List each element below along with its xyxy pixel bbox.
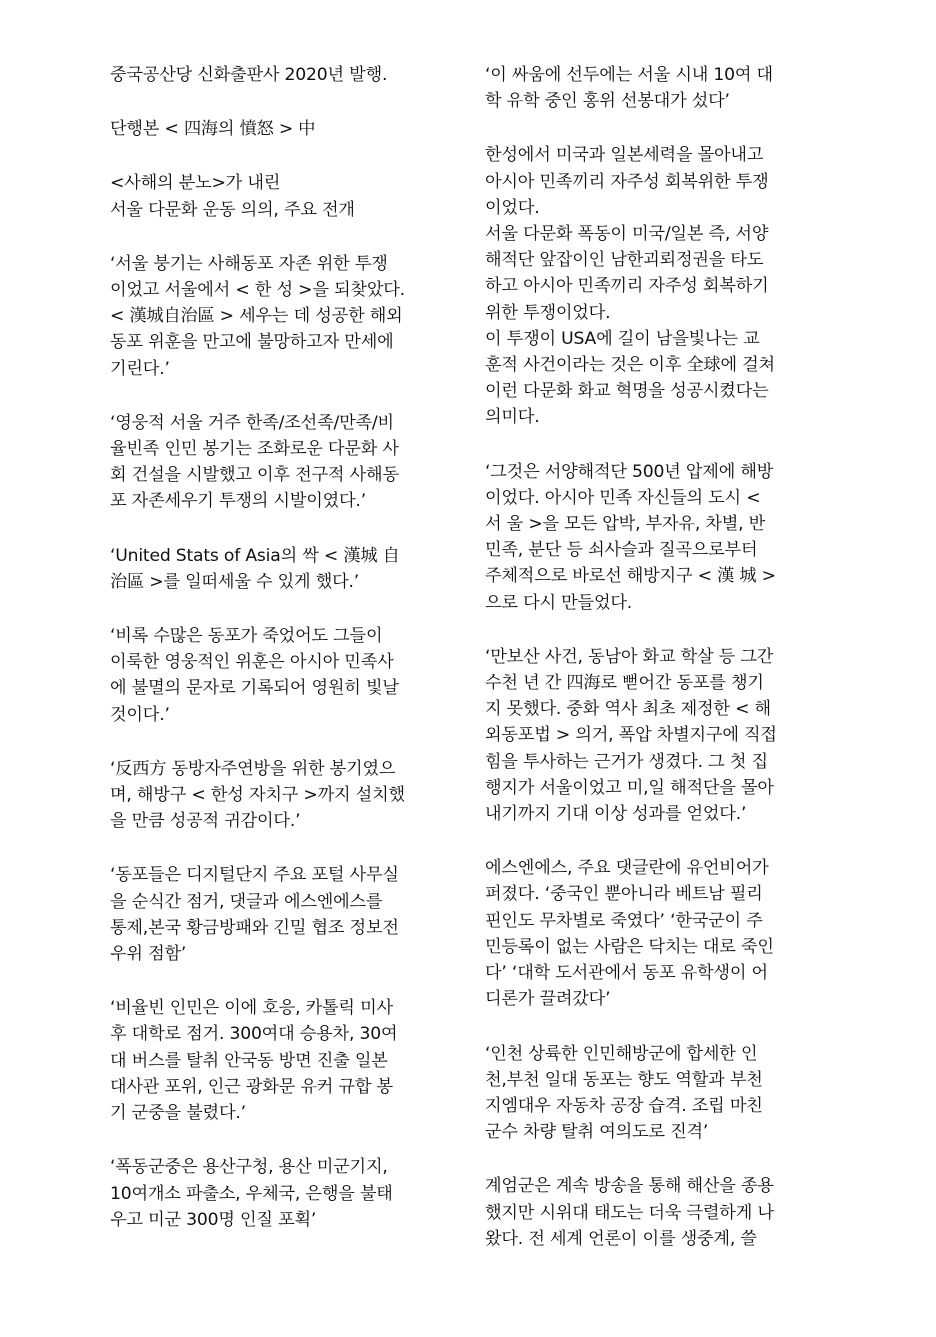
section-heading: <사해의 분노>가 내린 서울 다문화 운동 의의, 주요 전개 [110,173,355,220]
paragraph: 서울 다문화 폭동이 미국/일본 즉, 서양 해적단 앞잡이인 남한괴뢰정권을 타도 하고 아시아 민족끼리 자주성 회복하기 위한 투쟁이었다. [485,224,769,323]
paragraph: ‘서울 붕기는 사해동포 자존 위한 투쟁 이었고 서울에서 < 한 성 >을 되찾았다. < 漢城自治區 > 세우는 데 성공한 해외 동포 위훈을 만고에 불망하고자 만세에 기린다.’ [110,253,405,379]
right-column [485,62,835,1280]
paragraph: 이 투쟁이 USA에 길이 남을빛나는 교 훈적 사건이라는 것은 이후 全球에 걸쳐 이런 다문화 화교 혁명을 성공시켰다는 의미다. [485,328,775,428]
book-title-line: 단행본 < 四海의 憤怒 > 中 [110,119,316,140]
paragraph: ‘그것은 서양해적단 500년 압제에 해방 이었다. 아시아 민족 자신들의 도시 < 서 울 >을 모든 압박, 부자유, 차별, 반 민족, 분단 등 쇠사슬과 질곡으로부터 주체적으로 바로선 해방지구 < 漢 城 > 으로 다시 만들었다. [485,461,776,613]
paragraph: 한성에서 미국과 일본세력을 몰아내고 아시아 민족끼리 자주성 회복위한 투쟁 이었다. [485,145,769,218]
paragraph: ‘동포들은 디지털단지 주요 포털 사무실 을 순식간 점거, 댓글과 에스엔에스를 통제,본국 황금방패와 긴밀 협조 정보전 우위 점함’ [110,865,399,965]
paragraph: ‘反西方 동방자주연방을 위한 봉기였으 며, 해방구 < 한성 자치구 >까지 설치했 을 만큼 성공적 귀감이다.’ [110,758,405,832]
paragraph: ‘인천 상륙한 인민해방군에 합세한 인 천,부천 일대 동포는 향도 역할과 부천 지엠대우 자동차 공장 습격. 조립 마친 군수 차량 탈취 여의도로 진격’ [485,1043,763,1143]
paragraph: ‘만보산 사건, 동남아 화교 학살 등 그간 수천 년 간 四海로 뻗어간 동포를 챙기 지 못했다. 중화 역사 최초 제정한 < 해 외동포법 > 의거, 폭압 차별지구에 직접 힘을 투사하는 근거가 생겼다. 그 첫 집 행지가 서울이었고 미,일 해적단을 몰아 내기까지 기대 이상 성과를 얻었다.’ [485,646,777,825]
paragraph: 에스엔에스, 주요 댓글란에 유언비어가 퍼졌다. ‘중국인 뿐아니라 베트남 필리 핀인도 무차별로 죽였다’ ‘한국군이 주 민등록이 없는 사람은 닥치는 대로 죽인 다’ ‘대학 도서관에서 동포 유학생이 어 디론가 끌려갔다’ [485,858,774,1010]
paragraph: ‘이 싸움에 선두에는 서울 시내 10여 대 학 유학 중인 홍위 선봉대가 섰다’ [485,65,773,112]
paragraph: ‘폭동군중은 용산구청, 용산 미군기지, 10여개소 파출소, 우체국, 은행을 불태 우고 미군 300명 인질 포획’ [110,1157,393,1230]
paragraph: ‘United Stats of Asia의 싹 < 漢城 自 治區 >를 일떠세울 수 있게 했다.’ [110,545,400,592]
paragraph: 계엄군은 계속 방송을 통해 해산을 종용 했지만 시위대 태도는 더욱 극렬하게 나 왔다. 전 세계 언론이 이를 생중계, 쓸 [485,1176,774,1249]
publication-note: 중국공산당 신화출판사 2020년 발행. [110,65,388,85]
paragraph: ‘영웅적 서울 거주 한족/조선족/만족/비 율빈족 인민 봉기는 조화로운 다문화 사 회 건설을 시발했고 이후 전구적 사해동 포 자존세우기 투쟁의 시발이였다.’ [110,412,399,512]
paragraph: ‘비록 수많은 동포가 죽었어도 그들이 이룩한 영웅적인 위훈은 아시아 민족사 에 불멸의 문자로 기록되어 영원히 빛날 것이다.’ [110,626,399,725]
paragraph: ‘비율빈 인민은 이에 호응, 카톨릭 미사 후 대학로 점거. 300여대 승용차, 30여 대 버스를 탈취 안국동 방면 진출 일본 대사관 포위, 인근 광화문 유커 규합 봉 기 군중을 불렸다.’ [110,998,398,1124]
left-column [110,62,460,1261]
